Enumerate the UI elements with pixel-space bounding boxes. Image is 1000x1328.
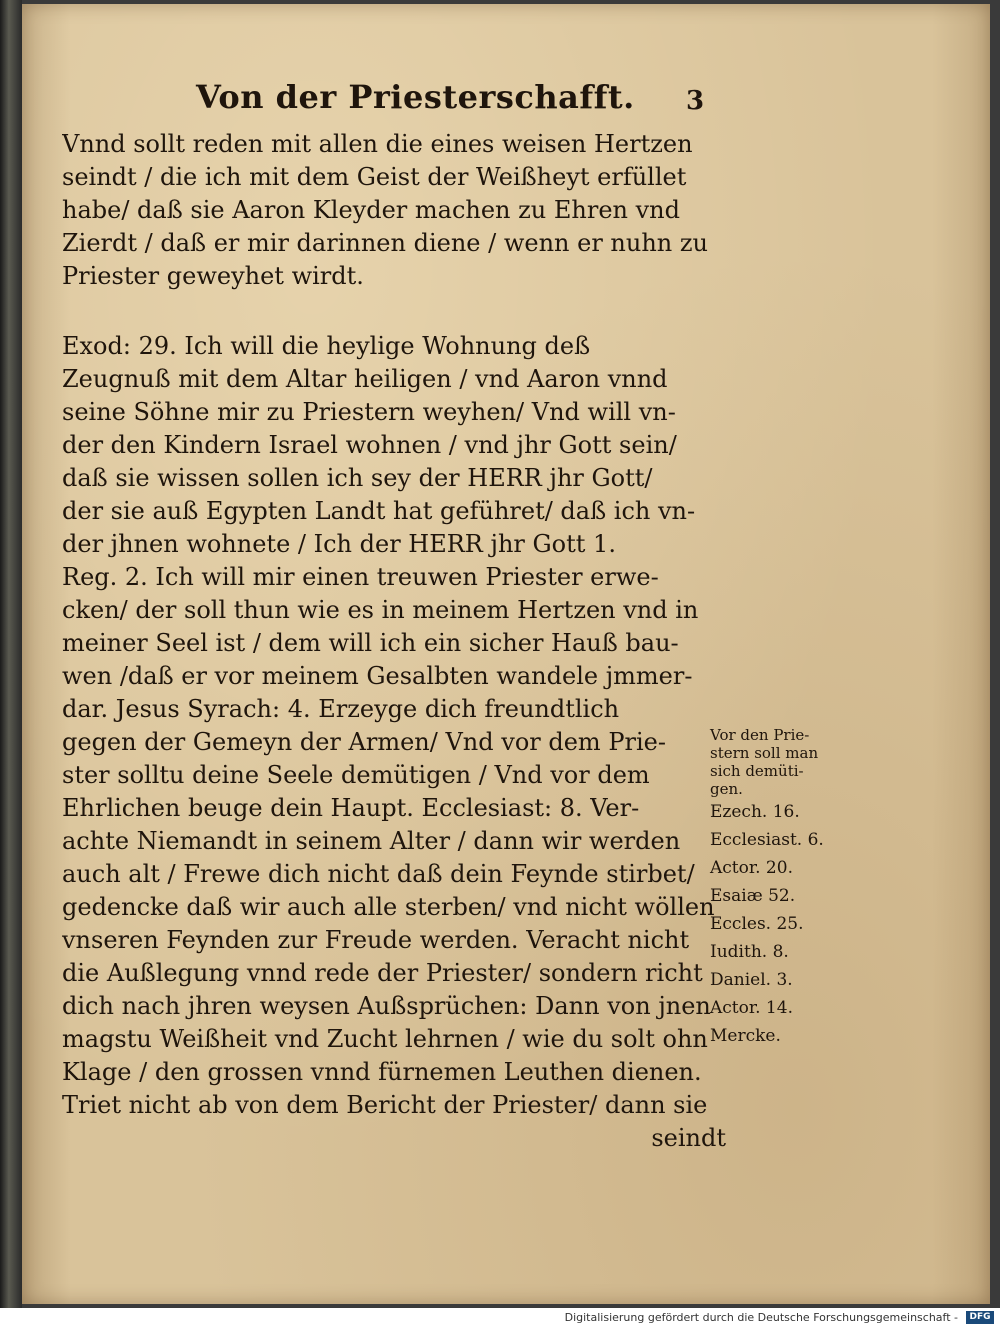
text-line: dar. Jesus Syrach: 4. Erzeyge dich freundtlich [62, 695, 620, 723]
text-line: wen /daß er vor meinem Gesalbten wandele jmmer- [62, 662, 693, 690]
text-line: seine Söhne mir zu Priestern weyhen/ Vnd will vn- [62, 398, 676, 426]
text-line: der jhnen wohnete / Ich der HERR jhr Gott 1. [62, 530, 616, 558]
paragraph-1 [62, 128, 726, 293]
text-line: Vnnd sollt reden mit allen die eines weisen Hertzen [62, 130, 693, 158]
dfg-logo: DFG [966, 1311, 994, 1324]
text-line: gedencke daß wir auch alle sterben/ vnd nicht wöllen [62, 893, 715, 921]
catchword: seindt [651, 1124, 726, 1152]
running-header: Von der Priesterschafft. [196, 78, 635, 116]
book-binding-edge [0, 0, 22, 1308]
text-line: Zierdt / daß er mir darinnen diene / wenn er nuhn zu [62, 229, 708, 257]
marginal-reference: Daniel. 3. [710, 970, 793, 990]
funding-credit: Digitalisierung gefördert durch die Deutsche Forschungsgemeinschaft - [564, 1311, 958, 1324]
marginal-reference: Iudith. 8. [710, 942, 789, 962]
text-line: vnseren Feynden zur Freude werden. Veracht nicht [62, 926, 690, 954]
text-line: seindt / die ich mit dem Geist der Weißheyt erfüllet [62, 163, 687, 191]
text-line: der den Kindern Israel wohnen / vnd jhr Gott sein/ [62, 431, 677, 459]
paragraph-2 [62, 330, 726, 1155]
marginal-reference: Ecclesiast. 6. [710, 830, 824, 850]
marginal-notes [710, 726, 840, 1050]
text-line: habe/ daß sie Aaron Kleyder machen zu Ehren vnd [62, 196, 680, 224]
text-line: Exod: 29. Ich will die heylige Wohnung deß [62, 332, 591, 360]
marginal-note-line: sich demüti- [710, 762, 804, 780]
marginal-note-line: stern soll man [710, 744, 819, 762]
marginal-reference: Mercke. [710, 1026, 781, 1046]
marginal-reference: Eccles. 25. [710, 914, 804, 934]
text-line: daß sie wissen sollen ich sey der HERR jhr Gott/ [62, 464, 653, 492]
text-line: auch alt / Frewe dich nicht daß dein Feynde stirbet/ [62, 860, 695, 888]
text-line: Priester geweyhet wirdt. [62, 262, 364, 290]
marginal-reference: Esaiæ 52. [710, 886, 796, 906]
text-line: gegen der Gemeyn der Armen/ Vnd vor dem Prie- [62, 728, 666, 756]
marginal-note-line: gen. [710, 780, 743, 798]
text-line: die Außlegung vnnd rede der Priester/ sondern richt [62, 959, 703, 987]
text-line: Zeugnuß mit dem Altar heiligen / vnd Aaron vnnd [62, 365, 668, 393]
marginal-reference: Ezech. 16. [710, 802, 800, 822]
text-line: ster solltu deine Seele demütigen / Vnd vor dem [62, 761, 650, 789]
text-line: cken/ der soll thun wie es in meinem Hertzen vnd in [62, 596, 699, 624]
text-line: Triet nicht ab von dem Bericht der Priester/ dann sie [62, 1091, 708, 1119]
text-line: magstu Weißheit vnd Zucht lehrnen / wie du solt ohn [62, 1025, 708, 1053]
footer-bar [0, 1308, 1000, 1328]
text-line: dich nach jhren weysen Außsprüchen: Dann von jnen [62, 992, 711, 1020]
marginal-reference: Actor. 14. [710, 998, 793, 1018]
marginal-reference: Actor. 20. [710, 858, 793, 878]
marginal-note-line: Vor den Prie- [710, 726, 810, 744]
text-line: meiner Seel ist / dem will ich ein sicher Hauß bau- [62, 629, 679, 657]
text-line: Klage / den grossen vnnd fürnemen Leuthen dienen. [62, 1058, 702, 1086]
text-line: Ehrlichen beuge dein Haupt. Ecclesiast: 8. Ver- [62, 794, 640, 822]
page-number: 3 [686, 86, 705, 116]
text-line: der sie auß Egypten Landt hat geführet/ daß ich vn- [62, 497, 696, 525]
text-line: achte Niemandt in seinem Alter / dann wir werden [62, 827, 681, 855]
text-line: Reg. 2. Ich will mir einen treuwen Priester erwe- [62, 563, 659, 591]
